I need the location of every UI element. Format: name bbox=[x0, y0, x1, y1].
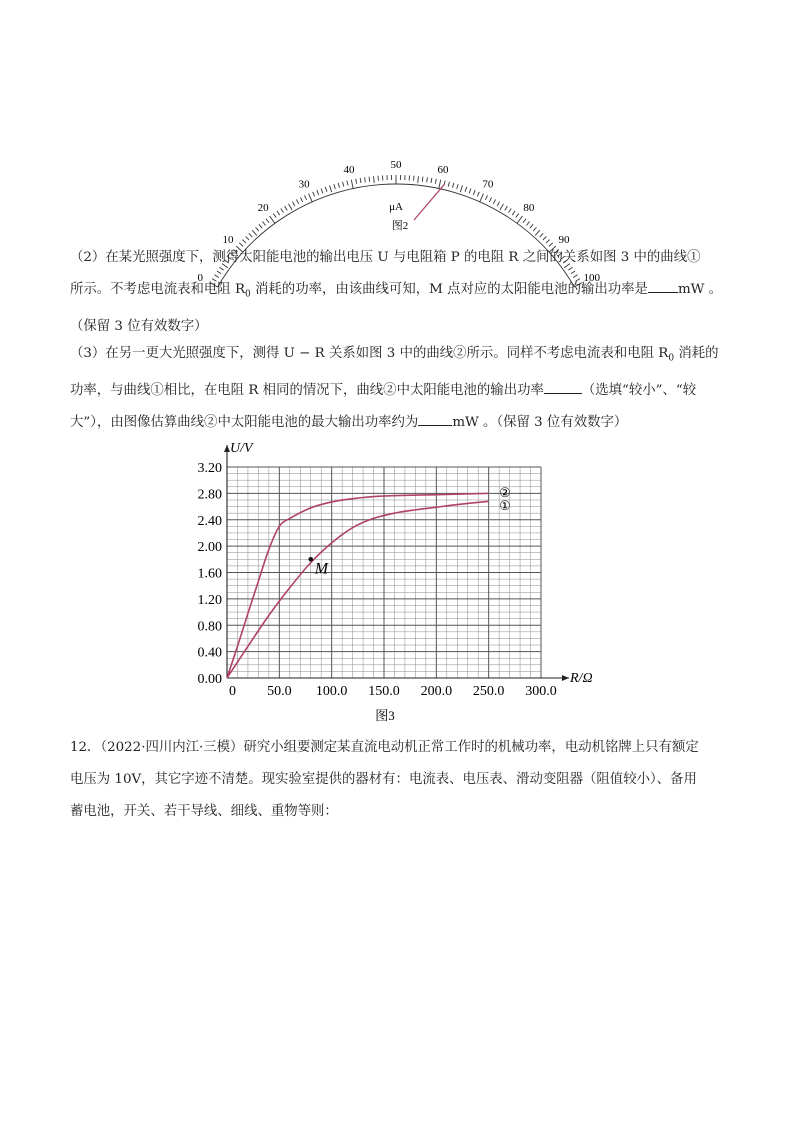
meter-tick bbox=[300, 197, 302, 201]
y-tick-label: 0.00 bbox=[197, 672, 222, 687]
y-tick-label: 2.00 bbox=[197, 540, 222, 556]
x-axis-label: R/Ω bbox=[570, 671, 593, 686]
meter-tick bbox=[465, 187, 467, 192]
q3-line1: （3）在另一更大光照强度下，测得 U − R 关系如图 3 中的曲线②所示。同样不考虑电流表和电阻 $R_0$ 消耗的 bbox=[70, 346, 719, 364]
meter-tick bbox=[439, 180, 441, 189]
x-tick-label: 300.0 bbox=[525, 684, 557, 699]
meter-tick bbox=[330, 186, 332, 193]
meter-tick bbox=[480, 194, 484, 202]
meter-tick-label: 50 bbox=[390, 159, 402, 171]
question-2 bbox=[70, 242, 730, 343]
meter-tick bbox=[351, 180, 353, 189]
meter-tick bbox=[292, 202, 294, 206]
meter-tick bbox=[270, 216, 275, 223]
meter-tick bbox=[517, 216, 522, 223]
meter-tick-label: 20 bbox=[257, 202, 269, 215]
meter-tick bbox=[321, 188, 323, 193]
q12-line3: 蓄电池，开关、若干导线、细线、重物等则： bbox=[70, 804, 338, 819]
point-M bbox=[308, 557, 313, 562]
y-tick-label: 0.80 bbox=[197, 619, 222, 635]
meter-tick bbox=[273, 213, 276, 217]
meter-tick bbox=[523, 219, 526, 223]
meter-tick-label: 0 bbox=[197, 272, 204, 284]
meter-tick bbox=[535, 230, 540, 235]
meter-tick bbox=[512, 211, 515, 215]
q2-line3: （保留 3 位有效数字） bbox=[70, 318, 208, 334]
q2-line1: （2）在某光照强度下，测得太阳能电池的输出电压 U 与电阻箱 P 的电阻 R 之间的关系如图 3 中的曲线① bbox=[70, 250, 701, 265]
x-tick-label: 50.0 bbox=[267, 684, 292, 699]
meter-tick bbox=[334, 184, 335, 189]
meter-tick bbox=[256, 227, 259, 231]
x-tick-label: 200.0 bbox=[420, 684, 453, 699]
meter-tick bbox=[422, 177, 423, 182]
q2-line2: 所示。不考虑电流表和电阻 $R_0$ 消耗的功率，由该曲线可知，M 点对应的太阳能电池的输出功率是 mW 。 bbox=[70, 274, 730, 311]
q12-line1: 12．（2022·四川内江·三模）研究小组要测定某直流电动机正常工作时的机械功率，电动机铭牌上只有额定 bbox=[70, 740, 699, 755]
meter-tick bbox=[347, 181, 348, 186]
y-tick-label: 3.20 bbox=[197, 461, 222, 476]
meter-tick bbox=[500, 204, 504, 210]
meter-tick bbox=[262, 222, 265, 226]
answer-blank-compare[interactable] bbox=[544, 379, 582, 394]
meter-tick bbox=[365, 177, 366, 182]
meter-tick bbox=[540, 233, 543, 237]
meter-tick bbox=[374, 176, 375, 183]
q3-line3: 大”），由图像估算曲线②中太阳能电池的最大输出功率约为 mW 。（保留 3 位有效数字） bbox=[70, 407, 730, 439]
meter-tick bbox=[460, 186, 462, 193]
meter-tick bbox=[473, 190, 475, 195]
y-tick-label: 1.60 bbox=[197, 566, 222, 582]
y-tick-label: 2.80 bbox=[197, 487, 222, 503]
answer-blank-max-power[interactable] bbox=[418, 411, 452, 426]
meter-tick bbox=[435, 179, 436, 184]
meter-tick bbox=[530, 224, 533, 228]
meter-tick bbox=[304, 195, 306, 200]
meter-tick bbox=[259, 224, 262, 228]
meter-tick-label: 80 bbox=[523, 202, 535, 215]
q3-line2: 功率，与曲线①相比，在电阻 R 相同的情况下，曲线②中太阳能电池的输出功率 （选填“较小”、“较 bbox=[70, 375, 730, 407]
meter-tick bbox=[317, 190, 319, 195]
meter-tick-label: 70 bbox=[482, 178, 494, 191]
x-tick-label: 150.0 bbox=[368, 684, 400, 699]
fig2-caption: 图2 bbox=[391, 220, 409, 232]
meter-tick bbox=[493, 199, 495, 203]
y-axis-label: U/V bbox=[230, 441, 253, 456]
meter-tick bbox=[448, 182, 449, 187]
meter-unit: μA bbox=[389, 201, 403, 213]
curve-label: ① bbox=[499, 498, 511, 514]
meter-tick bbox=[309, 194, 313, 202]
x-tick-label: 250.0 bbox=[472, 684, 505, 699]
meter-tick-label: 40 bbox=[343, 163, 355, 176]
x-tick-label: 0 bbox=[229, 684, 236, 699]
meter-tick bbox=[296, 199, 298, 203]
meter-tick bbox=[477, 192, 479, 197]
x-tick-label: 100.0 bbox=[315, 684, 348, 699]
meter-tick bbox=[533, 227, 536, 231]
meter-tick-label: 60 bbox=[437, 163, 449, 176]
meter-tick bbox=[489, 197, 491, 201]
q12-line2: 电压为 10V，其它字迹不清楚。现实验室提供的器材有：电流表、电压表、滑动变阻器（阻值较小）、备用 bbox=[70, 772, 697, 787]
figure-3-chart bbox=[180, 432, 620, 728]
meter-tick bbox=[343, 182, 344, 187]
label-M: M bbox=[314, 560, 329, 578]
meter-tick-label: 100 bbox=[583, 272, 600, 284]
meter-tick bbox=[266, 219, 269, 223]
question-12 bbox=[70, 732, 730, 828]
meter-tick-label: 90 bbox=[558, 233, 570, 246]
y-tick-label: 2.40 bbox=[197, 513, 222, 529]
meter-tick bbox=[509, 208, 512, 212]
meter-tick bbox=[281, 208, 284, 212]
meter-tick bbox=[516, 213, 519, 217]
meter-tick bbox=[285, 206, 288, 210]
meter-tick bbox=[360, 178, 361, 183]
meter-tick bbox=[543, 236, 546, 240]
meter-tick-label: 10 bbox=[222, 233, 234, 246]
meter-tick bbox=[427, 177, 428, 182]
curve-label: ② bbox=[499, 485, 511, 501]
meter-tick bbox=[431, 178, 432, 183]
meter-tick-label: 30 bbox=[298, 178, 310, 191]
meter-tick bbox=[505, 206, 508, 210]
meter-tick bbox=[325, 187, 327, 192]
meter-tick bbox=[497, 202, 499, 206]
meter-tick bbox=[418, 176, 419, 183]
meter-tick bbox=[313, 192, 315, 197]
meter-tick bbox=[369, 177, 370, 182]
meter-tick bbox=[485, 195, 487, 200]
meter-tick bbox=[277, 211, 280, 215]
meter-tick bbox=[356, 179, 357, 184]
question-3 bbox=[70, 338, 730, 439]
meter-tick bbox=[246, 236, 249, 240]
answer-blank-power-M[interactable] bbox=[648, 278, 678, 293]
meter-tick bbox=[338, 183, 339, 188]
meter-tick bbox=[252, 230, 257, 235]
meter-tick bbox=[249, 233, 252, 237]
meter-tick bbox=[457, 184, 458, 189]
meter-tick bbox=[526, 222, 529, 226]
y-tick-label: 1.20 bbox=[197, 592, 222, 608]
meter-tick bbox=[469, 188, 471, 193]
meter-tick bbox=[289, 204, 293, 210]
y-tick-label: 0.40 bbox=[197, 645, 222, 661]
meter-tick bbox=[452, 183, 453, 188]
meter-needle bbox=[414, 185, 444, 220]
fig3-caption: 图3 bbox=[375, 708, 395, 723]
